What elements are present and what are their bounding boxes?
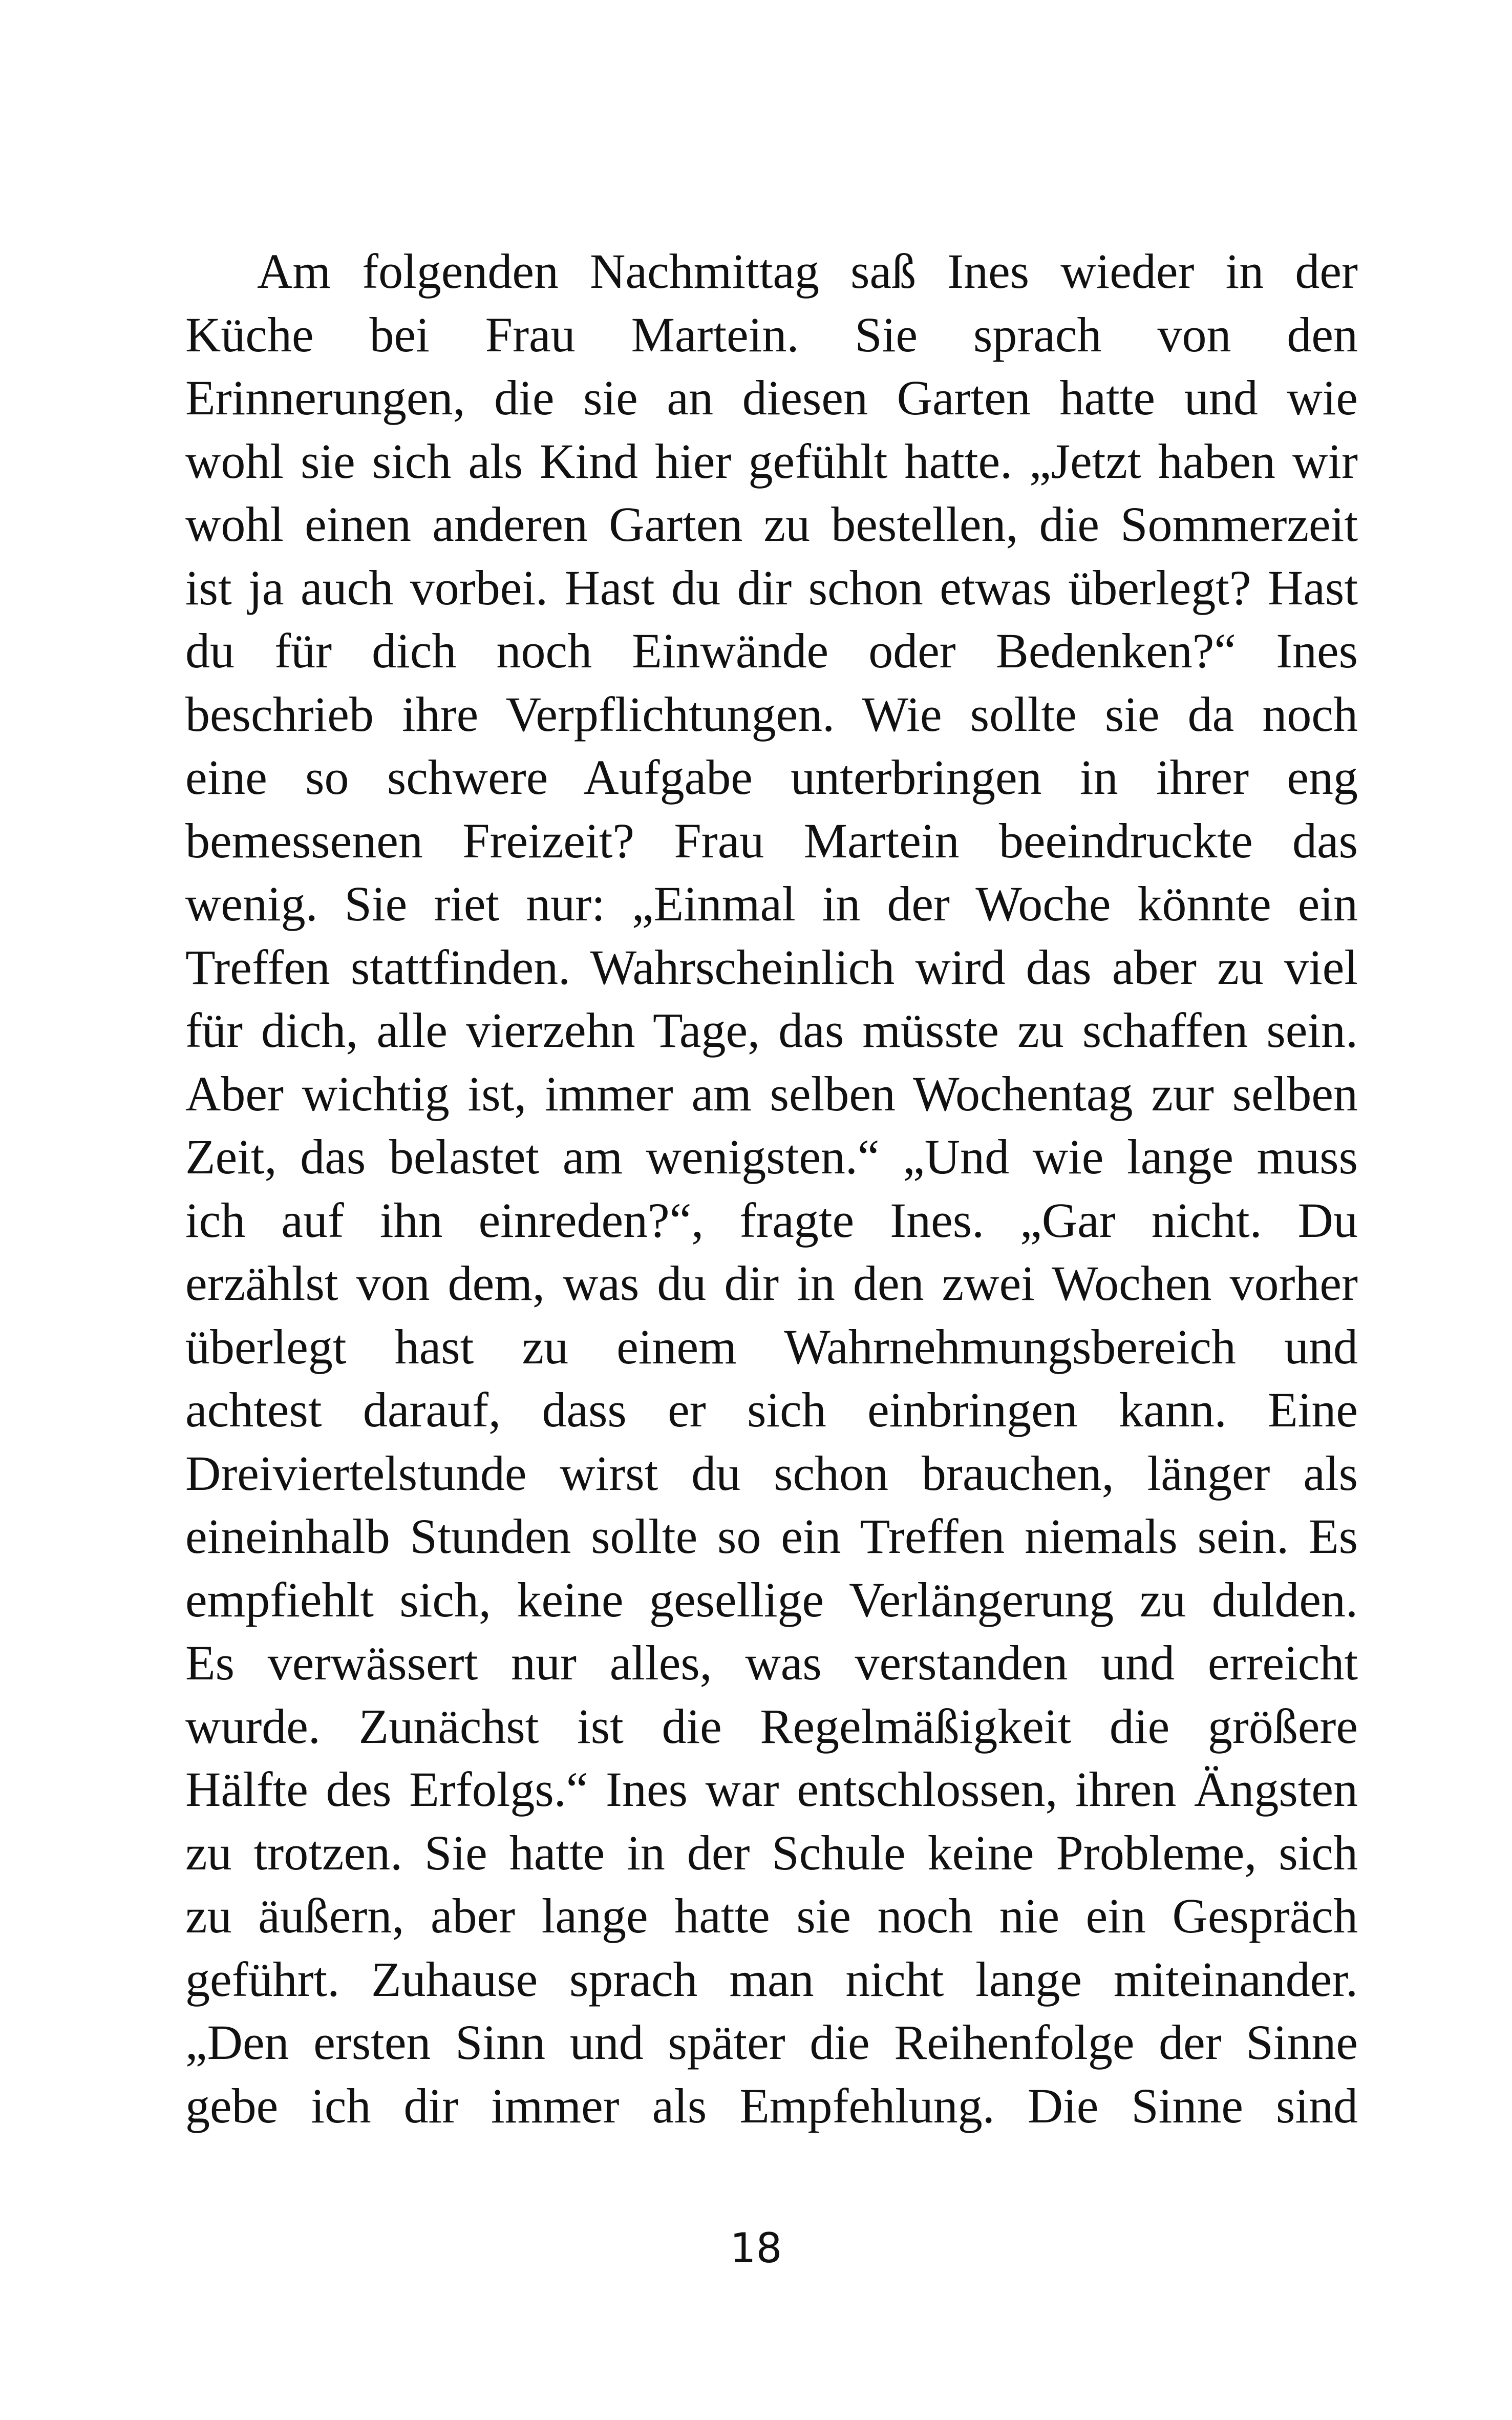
text-line: zu trotzen. Sie hatte in der Schule keine Probleme, sich [185, 1825, 1358, 1880]
text-line: empfiehlt sich, keine gesellige Verlängerung zu dulden. [185, 1572, 1358, 1627]
text-line: beschrieb ihre Verpflichtungen. Wie sollte sie da noch [185, 686, 1358, 742]
text-line: eineinhalb Stunden sollte so ein Treffen niemals sein. Es [185, 1509, 1358, 1564]
text-line: Es verwässert nur alles, was verstanden und erreicht [185, 1635, 1358, 1690]
text-line: du für dich noch Einwände oder Bedenken?“ Ines [185, 623, 1358, 678]
text-line: Treffen stattfinden. Wahrscheinlich wird das aber zu viel [185, 939, 1358, 995]
text-line: Hälfte des Erfolgs.“ Ines war entschlossen, ihren Ängsten [185, 1762, 1358, 1817]
text-line: für dich, alle vierzehn Tage, das müsste zu schaffen sein. [185, 1003, 1358, 1058]
text-line: ich auf ihn einreden?“, fragte Ines. „Gar nicht. Du [185, 1192, 1358, 1248]
text-line: wurde. Zunächst ist die Regelmäßigkeit die größere [185, 1698, 1358, 1754]
text-line: Zeit, das belastet am wenigsten.“ „Und wie lange muss [185, 1129, 1358, 1184]
page-number: 18 [730, 2224, 782, 2272]
text-line: ist ja auch vorbei. Hast du dir schon etwas überlegt? Hast [185, 560, 1358, 615]
body-paragraph [185, 240, 1358, 2137]
text-line: wohl einen anderen Garten zu bestellen, die Sommerzeit [185, 497, 1358, 552]
text-line: Aber wichtig ist, immer am selben Wochentag zur selben [185, 1066, 1358, 1121]
text-line: Am folgenden Nachmittag saß Ines wieder in der [257, 244, 1358, 299]
text-line: eine so schwere Aufgabe unterbringen in ihrer eng [185, 750, 1358, 805]
text-line: gebe ich dir immer als Empfehlung. Die Sinne sind [185, 2078, 1358, 2133]
text-line: Dreiviertelstunde wirst du schon brauchen, länger als [185, 1445, 1358, 1501]
text-line: erzählst von dem, was du dir in den zwei Wochen vorher [185, 1256, 1358, 1311]
text-line: bemessenen Freizeit? Frau Martein beeindruckte das [185, 813, 1358, 868]
text-line: „Den ersten Sinn und später die Reihenfolge der Sinne [185, 2015, 1358, 2070]
text-line: wenig. Sie riet nur: „Einmal in der Woche könnte ein [185, 876, 1358, 931]
text-line: Küche bei Frau Martein. Sie sprach von den [185, 307, 1358, 362]
text-line: Erinnerungen, die sie an diesen Garten hatte und wie [185, 370, 1358, 425]
text-line: wohl sie sich als Kind hier gefühlt hatte. „Jetzt haben wir [185, 433, 1358, 489]
text-line: geführt. Zuhause sprach man nicht lange miteinander. [185, 1951, 1358, 2007]
text-line: überlegt hast zu einem Wahrnehmungsbereich und [185, 1319, 1358, 1374]
text-line: achtest darauf, dass er sich einbringen kann. Eine [185, 1382, 1358, 1437]
text-line: zu äußern, aber lange hatte sie noch nie ein Gespräch [185, 1888, 1358, 1943]
